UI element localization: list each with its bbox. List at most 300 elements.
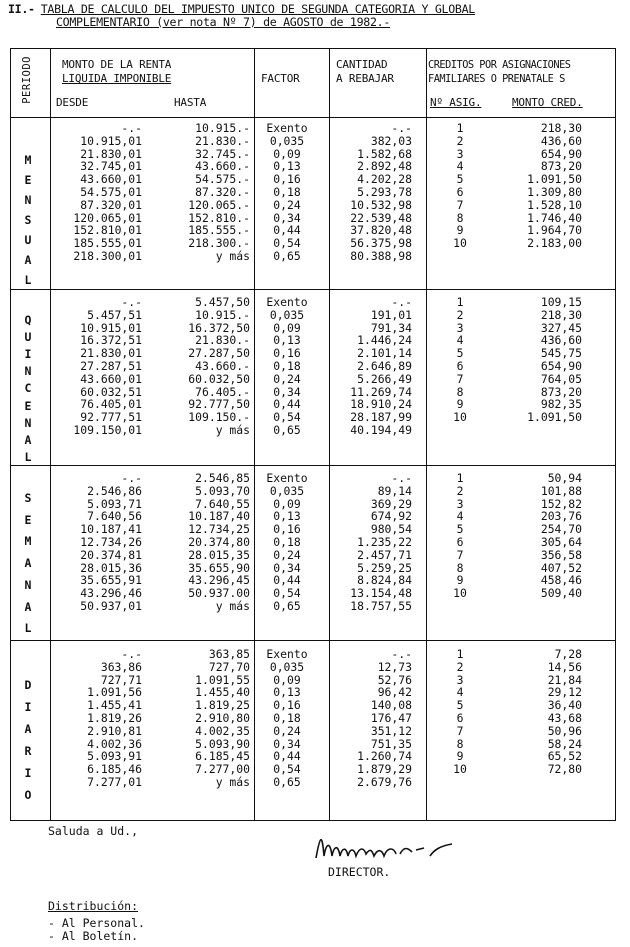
factor-cell: 0,13 [273,685,301,700]
asig-cell: 8 [456,736,464,751]
factor-column [258,472,316,613]
monto-cred-cell: 873,20 [540,384,582,399]
desde-cell: 28.015,36 [80,560,142,575]
factor-cell: 0,09 [273,320,301,335]
hasta-cell: 218.300.- [188,236,250,251]
monto-cred-cell: 436,60 [540,133,582,148]
monto-cred-cell: 7,28 [554,647,582,661]
header-cantidad [336,58,394,86]
distribucion-list [48,917,145,943]
hasta-cell: 87.320.- [195,184,250,199]
asig-cell: 10 [453,410,467,425]
header-cantidad-line2: A REBAJAR [336,72,394,85]
asig-cell: 3 [456,496,464,511]
asig-cell: 2 [456,133,464,148]
asig-cell: 4 [456,509,464,524]
desde-cell: 21.830,01 [80,346,142,361]
cantidad-cell: 11.269,74 [350,384,412,399]
factor-cell: 0,09 [273,496,301,511]
cantidad-cell: 4.202,28 [357,172,412,187]
monto-cred-cell: 50,94 [547,471,582,485]
monto-cred-cell: 29,12 [547,685,582,700]
cantidad-cell: 40.194,49 [350,422,412,437]
hasta-cell: 7.640,55 [195,496,250,511]
factor-cell: 0,16 [273,698,301,713]
cantidad-cell: -.- [391,647,412,661]
desde-cell: 10.915,01 [80,133,142,148]
cantidad-cell: 13.154,48 [350,586,412,601]
asig-cell: 2 [456,307,464,322]
hasta-cell: 27.287,50 [188,346,250,361]
desde-cell: 5.457,51 [87,307,142,322]
hasta-cell: 20.374,80 [188,534,250,549]
hasta-cell: 1.455,40 [195,685,250,700]
desde-cell: 1.091,56 [87,685,142,700]
hasta-cell: 16.372,50 [188,320,250,335]
asig-column [440,296,480,424]
cantidad-cell: 12,73 [377,659,412,674]
monto-cred-cell: 43,68 [547,710,582,725]
factor-cell: 0,16 [273,346,301,361]
asig-column [440,472,480,600]
section-number: II.- [8,2,35,16]
hasta-cell: 363,85 [208,647,250,661]
monto-cred-cell: 14,56 [547,659,582,674]
asig-cell: 9 [456,223,464,238]
distribucion-item: - Al Boletín. [48,929,139,943]
monto_cred-column [490,122,582,250]
factor-cell: 0,035 [269,483,305,498]
cantidad-cell: 1.879,29 [357,762,412,777]
header-cantidad-line1: CANTIDAD [336,58,388,71]
factor-column [258,296,316,437]
hasta-cell: y más [215,422,250,437]
hasta-cell: 43.660.- [195,159,250,174]
desde-cell: 1.819,26 [87,710,142,725]
monto-cred-cell: 407,52 [540,560,582,575]
saluda-line: Saluda a Ud., [48,824,139,838]
hasta-column [150,122,250,263]
cantidad-cell: 18.910,24 [350,397,412,412]
factor-cell: 0,44 [273,573,301,588]
monto-cred-cell: 545,75 [540,346,582,361]
distribucion-item: - Al Personal. [48,916,145,930]
hasta-cell: 43.296,45 [188,573,250,588]
desde-cell: 20.374,81 [80,547,142,562]
desde-cell: 152.810,01 [73,223,142,238]
cantidad-cell: 1.582,68 [357,146,412,161]
factor-cell: 0,18 [273,534,301,549]
header-periodo: PERIODO [21,56,33,104]
desde-column [54,648,142,789]
period-label: S E M A N A L [24,491,32,636]
hasta-cell: 4.002,35 [195,723,250,738]
cantidad-cell: 18.757,55 [350,598,412,613]
monto-cred-cell: 109,15 [540,295,582,309]
monto-cred-cell: 21,84 [547,672,582,687]
desde-cell: 363,86 [100,659,142,674]
distribucion-label: Distribución: [48,899,139,913]
desde-cell: -.- [121,121,142,135]
factor-cell: 0,09 [273,672,301,687]
monto-cred-cell: 436,60 [540,333,582,348]
asig-cell: 10 [453,762,467,777]
col-divider-monto [254,48,255,820]
desde-column [54,472,142,613]
factor-column [258,648,316,789]
header-monto-line1: MONTO DE LA RENTA [62,58,172,71]
factor-cell: 0,65 [273,774,301,789]
header-hasta: HASTA [174,96,207,109]
asig-cell: 4 [456,333,464,348]
hasta-cell: 727,70 [208,659,250,674]
monto-cred-cell: 458,46 [540,573,582,588]
hasta-column [150,472,250,613]
desde-cell: 35.655,91 [80,573,142,588]
asig-cell: 7 [456,197,464,212]
asig-cell: 4 [456,159,464,174]
desde-cell: 76.405,01 [80,397,142,412]
hasta-column [150,648,250,789]
title-line-2: COMPLEMENTARIO (ver nota Nº 7) de AGOSTO de 1982.- [56,15,391,29]
cantidad-column [332,122,412,263]
factor-cell: 0,54 [273,410,301,425]
factor-cell: 0,34 [273,384,301,399]
hasta-cell: 76.405.- [195,384,250,399]
hasta-cell: 5.093,70 [195,483,250,498]
cantidad-cell: 1.446,24 [357,333,412,348]
desde-cell: 50.937,01 [80,598,142,613]
desde-cell: 43.660,01 [80,172,142,187]
hasta-cell: 32.745.- [195,146,250,161]
asig-cell: 7 [456,723,464,738]
hasta-cell: 21.830.- [195,333,250,348]
director-label: DIRECTOR. [328,865,391,879]
desde-cell: 2.910,81 [87,723,142,738]
factor-cell: 0,34 [273,560,301,575]
factor-cell: 0,18 [273,184,301,199]
cantidad-cell: 37.820,48 [350,223,412,238]
hasta-column [150,296,250,437]
factor-column [258,122,316,263]
desde-cell: 10.915,01 [80,320,142,335]
monto-cred-cell: 982,35 [540,397,582,412]
factor-cell: 0,24 [273,197,301,212]
cantidad-cell: 1.235,22 [357,534,412,549]
cantidad-cell: 751,35 [370,736,412,751]
desde-cell: 12.734,26 [80,534,142,549]
hasta-cell: 28.015,35 [188,547,250,562]
cantidad-cell: 89,14 [377,483,412,498]
desde-cell: 16.372,51 [80,333,142,348]
hasta-cell: 35.655,90 [188,560,250,575]
monto-cred-cell: 1.746,40 [527,210,582,225]
cantidad-cell: 791,34 [370,320,412,335]
monto_cred-column [490,648,582,776]
cantidad-cell: 191,01 [370,307,412,322]
asig-cell: 1 [456,647,464,661]
desde-cell: 87.320,01 [80,197,142,212]
factor-cell: 0,54 [273,236,301,251]
col-divider-periodo [50,48,51,820]
asig-cell: 1 [456,121,464,135]
monto-cred-cell: 305,64 [540,534,582,549]
hasta-cell: 152.810.- [188,210,250,225]
hasta-cell: 10.915.- [195,307,250,322]
asig-cell: 6 [456,358,464,373]
asig-cell: 3 [456,146,464,161]
factor-cell: Exento [266,647,308,661]
factor-cell: 0,09 [273,146,301,161]
desde-cell: 120.065,01 [73,210,142,225]
asig-cell: 5 [456,346,464,361]
desde-cell: 727,71 [100,672,142,687]
desde-cell: 27.287,51 [80,358,142,373]
hasta-cell: 92.777,50 [188,397,250,412]
asig-cell: 3 [456,672,464,687]
cantidad-cell: 674,92 [370,509,412,524]
cantidad-cell: 1.260,74 [357,749,412,764]
cantidad-cell: -.- [391,295,412,309]
monto-cred-cell: 152,82 [540,496,582,511]
factor-cell: 0,035 [269,659,305,674]
desde-cell: 185.555,01 [73,236,142,251]
desde-cell: 109.150,01 [73,422,142,437]
factor-cell: 0,54 [273,586,301,601]
factor-cell: 0,035 [269,133,305,148]
desde-cell: 92.777,51 [80,410,142,425]
header-factor: FACTOR [261,72,300,85]
hasta-cell: 50.937.00 [188,586,250,601]
hasta-cell: 43.660.- [195,358,250,373]
desde-cell: 4.002,36 [87,736,142,751]
header-divider [10,117,615,118]
desde-cell: 5.093,71 [87,496,142,511]
factor-cell: 0,44 [273,223,301,238]
factor-cell: 0,16 [273,172,301,187]
factor-cell: 0,24 [273,723,301,738]
header-monto-line2: LIQUIDA IMPONIBLE [62,72,172,85]
header-creditos [428,58,570,86]
hasta-cell: 10.187,40 [188,509,250,524]
monto-cred-cell: 2.183,00 [527,236,582,251]
hasta-cell: 10.915.- [195,121,250,135]
desde-cell: 21.830,01 [80,146,142,161]
cantidad-column [332,472,412,613]
monto-cred-cell: 218,30 [540,121,582,135]
asig-cell: 7 [456,547,464,562]
desde-cell: 218.300,01 [73,248,142,263]
hasta-cell: 6.185,45 [195,749,250,764]
monto-cred-cell: 873,20 [540,159,582,174]
asig-cell: 10 [453,586,467,601]
factor-cell: 0,65 [273,248,301,263]
monto-cred-cell: 1.964,70 [527,223,582,238]
director-signature [312,826,462,868]
asig-cell: 7 [456,371,464,386]
asig-cell: 6 [456,710,464,725]
hasta-cell: 60.032,50 [188,371,250,386]
hasta-cell: 21.830.- [195,133,250,148]
monto-cred-cell: 1.091,50 [527,172,582,187]
hasta-cell: y más [215,598,250,613]
period-label: Q U I N C E N A L [24,313,32,464]
desde-cell: -.- [121,647,142,661]
factor-cell: 0,34 [273,736,301,751]
asig-cell: 9 [456,749,464,764]
cantidad-cell: 5.293,78 [357,184,412,199]
desde-cell: 5.093,91 [87,749,142,764]
monto-cred-cell: 654,90 [540,358,582,373]
hasta-cell: 5.093,90 [195,736,250,751]
asig-cell: 10 [453,236,467,251]
monto-cred-cell: 327,45 [540,320,582,335]
factor-cell: Exento [266,471,308,485]
factor-cell: 0,24 [273,547,301,562]
hasta-cell: 2.910,80 [195,710,250,725]
factor-cell: 0,65 [273,422,301,437]
desde-cell: 54.575,01 [80,184,142,199]
asig-cell: 5 [456,698,464,713]
cantidad-cell: 176,47 [370,710,412,725]
cantidad-cell: 2.679,76 [357,774,412,789]
monto-cred-cell: 1.091,50 [527,410,582,425]
header-num-asig: Nº ASIG. [430,96,482,109]
monto-cred-cell: 203,76 [540,509,582,524]
desde-column [54,296,142,437]
factor-cell: 0,035 [269,307,305,322]
hasta-cell: 185.555.- [188,223,250,238]
cantidad-cell: 2.457,71 [357,547,412,562]
section-divider-1 [10,289,615,290]
monto-cred-cell: 1.528,10 [527,197,582,212]
factor-cell: 0,54 [273,762,301,777]
hasta-cell: 54.575.- [195,172,250,187]
factor-cell: 0,16 [273,522,301,537]
factor-cell: 0,24 [273,371,301,386]
desde-cell: -.- [121,295,142,309]
header-monto [62,58,171,86]
period-label: M E N S U A L [24,153,32,287]
desde-cell: 10.187,41 [80,522,142,537]
header-desde: DESDE [56,96,89,109]
hasta-cell: 7.277,00 [195,762,250,777]
monto-cred-cell: 1.309,80 [527,184,582,199]
header-creditos-line1: CREDITOS POR ASIGNACIONES [428,59,571,71]
asig-cell: 1 [456,471,464,485]
section-divider-3 [10,640,615,641]
cantidad-column [332,648,412,789]
monto-cred-cell: 654,90 [540,146,582,161]
factor-cell: 0,65 [273,598,301,613]
cantidad-cell: 140,08 [370,698,412,713]
hasta-cell: y más [215,248,250,263]
hasta-cell: 1.819,25 [195,698,250,713]
monto-cred-cell: 58,24 [547,736,582,751]
asig-column [440,648,480,776]
cantidad-cell: 980,54 [370,522,412,537]
section-divider-2 [10,465,615,466]
monto-cred-cell: 72,80 [547,762,582,777]
asig-cell: 9 [456,397,464,412]
period-label: D I A R I O [24,678,32,802]
asig-cell: 4 [456,685,464,700]
desde-cell: 1.455,41 [87,698,142,713]
cantidad-cell: 8.824,84 [357,573,412,588]
cantidad-cell: 5.259,25 [357,560,412,575]
hasta-cell: 109.150.- [188,410,250,425]
asig-cell: 5 [456,522,464,537]
asig-column [440,122,480,250]
asig-cell: 5 [456,172,464,187]
monto-cred-cell: 356,58 [540,547,582,562]
monto-cred-cell: 764,05 [540,371,582,386]
factor-cell: 0,13 [273,333,301,348]
desde-cell: 43.660,01 [80,371,142,386]
hasta-cell: 1.091,55 [195,672,250,687]
cantidad-cell: 56.375,98 [350,236,412,251]
cantidad-cell: 2.646,89 [357,358,412,373]
factor-cell: 0,18 [273,358,301,373]
cantidad-cell: -.- [391,471,412,485]
cantidad-cell: 2.101,14 [357,346,412,361]
asig-cell: 8 [456,384,464,399]
cantidad-cell: 52,76 [377,672,412,687]
cantidad-cell: 28.187,99 [350,410,412,425]
header-monto-cred: MONTO CRED. [512,96,583,109]
hasta-cell: y más [215,774,250,789]
cantidad-cell: 351,12 [370,723,412,738]
cantidad-cell: 80.388,98 [350,248,412,263]
monto-cred-cell: 254,70 [540,522,582,537]
monto-cred-cell: 36,40 [547,698,582,713]
desde-cell: 2.546,86 [87,483,142,498]
asig-cell: 2 [456,483,464,498]
cantidad-cell: 22.539,48 [350,210,412,225]
asig-cell: 3 [456,320,464,335]
cantidad-cell: 10.532,98 [350,197,412,212]
cantidad-cell: -.- [391,121,412,135]
asig-cell: 9 [456,573,464,588]
header-creditos-line2: FAMILIARES O PRENATALE S [428,73,565,85]
monto-cred-cell: 509,40 [540,586,582,601]
monto-cred-cell: 65,52 [547,749,582,764]
desde-cell: 7.640,56 [87,509,142,524]
factor-cell: 0,44 [273,749,301,764]
asig-cell: 8 [456,560,464,575]
asig-cell: 2 [456,659,464,674]
factor-cell: 0,34 [273,210,301,225]
col-divider-cantidad [426,48,427,820]
desde-cell: -.- [121,471,142,485]
desde-cell: 60.032,51 [80,384,142,399]
cantidad-cell: 5.266,49 [357,371,412,386]
asig-cell: 6 [456,534,464,549]
monto-cred-cell: 218,30 [540,307,582,322]
desde-cell: 43.296,46 [80,586,142,601]
factor-cell: Exento [266,121,308,135]
title-line-1: TABLA DE CALCULO DEL IMPUESTO UNICO DE SEGUNDA CATEGORIA Y GLOBAL [40,2,475,16]
document-title [8,3,623,29]
cantidad-cell: 382,03 [370,133,412,148]
asig-cell: 6 [456,184,464,199]
hasta-cell: 12.734,25 [188,522,250,537]
hasta-cell: 120.065.- [188,197,250,212]
desde-cell: 32.745,01 [80,159,142,174]
asig-cell: 1 [456,295,464,309]
cantidad-column [332,296,412,437]
monto-cred-cell: 50,96 [547,723,582,738]
